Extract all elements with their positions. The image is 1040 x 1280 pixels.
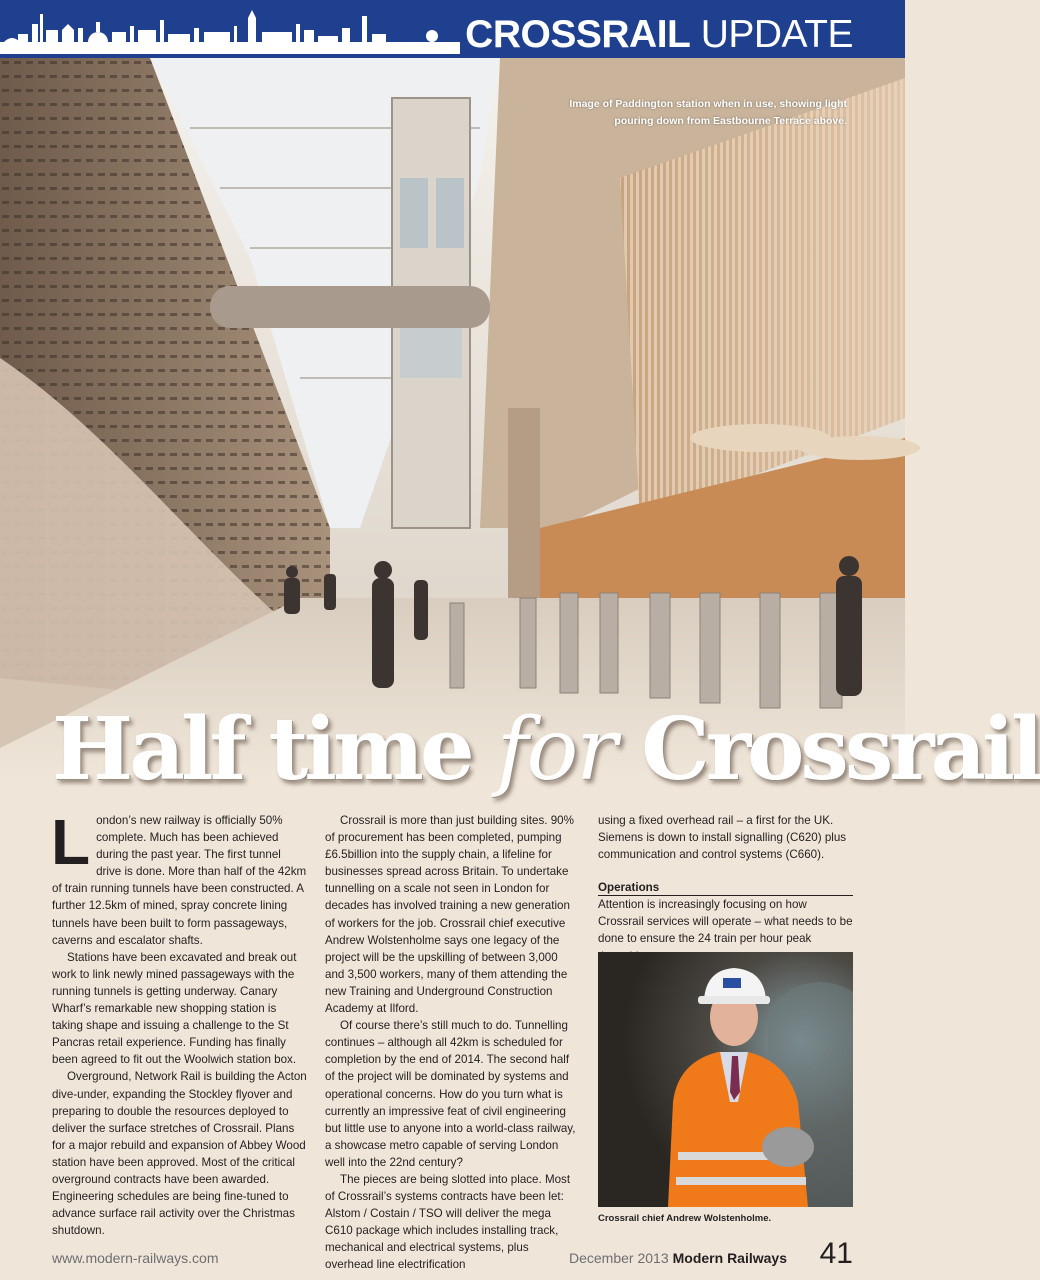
footer-website: www.modern-railways.com [52,1250,219,1266]
article-column-1 [51,806,307,1239]
paragraph: Stations have been excavated and break out work to link newly mined passageways with the running tunnels is getting underway. Canary Wharf’s remarkable new shopping station is taking shape and issuing a challenge to the St Pancras retail experience. Funding has finally been agreed to fit out the Woolwich station box. [52,950,297,1067]
headline-italic-word: for [496,700,616,800]
paragraph: London’s new railway is officially 50% complete. Much has been achieved during the past year. The first tunnel drive is done. More than half of the 42km of train running tunnels have been constructed. A further 12.5km of mined, spray concrete lining tunnels have been built to form passageways, caverns and escalator shafts. [51,806,307,947]
issue-date: December 2013 [569,1250,669,1266]
section-header [0,0,905,58]
headline-part-1: Half time [52,699,497,800]
page-number: 41 [819,1237,853,1270]
station-illustration [0,58,905,780]
section-title-bold: CROSSRAIL [465,13,691,56]
portrait-photo [598,952,853,1207]
london-skyline-icon [0,0,460,58]
portrait-caption: Crossrail chief Andrew Wolstenholme. [598,1213,772,1224]
paragraph: using a fixed overhead rail – a first for the UK. Siemens is down to install signalling (C620) plus communication and control systems (C660). [598,814,847,862]
portrait-illustration [598,952,853,1207]
paragraph: Of course there’s still much to do. Tunnelling continues – although all 42km is scheduled for completion by the end of 2014. The second half of the project will be dominated by systems and operational concerns. How do you turn what is currently an impressive feat of civil engineering but little use to anyone into a world-class railway, a showcase metro capable of serving London well into the 22nd century? [325,1019,576,1169]
section-title [465,13,853,57]
hero-photo [0,58,905,780]
section-title-light: UPDATE [700,13,853,56]
photo-caption: Image of Paddington station when in use, showing light pouring down from Eastbourne Terrace above. [569,98,847,127]
drop-cap: L [51,806,91,878]
footer-issue [569,1250,787,1266]
article-column-3 [598,812,853,965]
headline-part-2: Crossrail [615,699,1040,800]
paragraph: Attention is increasingly focusing on how Crossrail services will operate – what needs to be done to ensure the 24 train per hour peak [598,898,853,946]
article-headline [52,699,1040,800]
magazine-name: Modern Railways [672,1250,787,1266]
article-column-2 [325,812,580,1274]
paragraph: Crossrail is more than just building sites. 90% of procurement has been completed, pumping £6.5billion into the supply chain, a lifeline for businesses spread across Britain. To undertake tunnelling on a scale not seen in London for decades has involved training a new generation of workers for the job. Crossrail chief executive Andrew Wolstenholme says one legacy of the project will be the upskilling of between 3,000 and 3,500 workers, many of them attending the new Training and Underground Construction Academy at Ilford. [325,814,574,1016]
subheading-operations: Operations [598,880,853,896]
paragraph: The pieces are being slotted into place. Most of Crossrail’s systems contracts have been let: Alstom / Costain / TSO will deliver the mega C610 package which includes installing track, mechanical and electrical systems, plus overhead line electrification [325,1172,571,1272]
paragraph: Overground, Network Rail is building the Acton dive-under, expanding the Stockley flyover and preparing to double the resources deployed to deliver the surface stretches of Crossrail. Plans for a major rebuild and expansion of Abbey Wood station have been approved. Most of the critical overground contracts have been awarded. Engineering schedules are being fine-tuned to advance surface rail activity over the Christmas shutdown. [52,1070,307,1238]
